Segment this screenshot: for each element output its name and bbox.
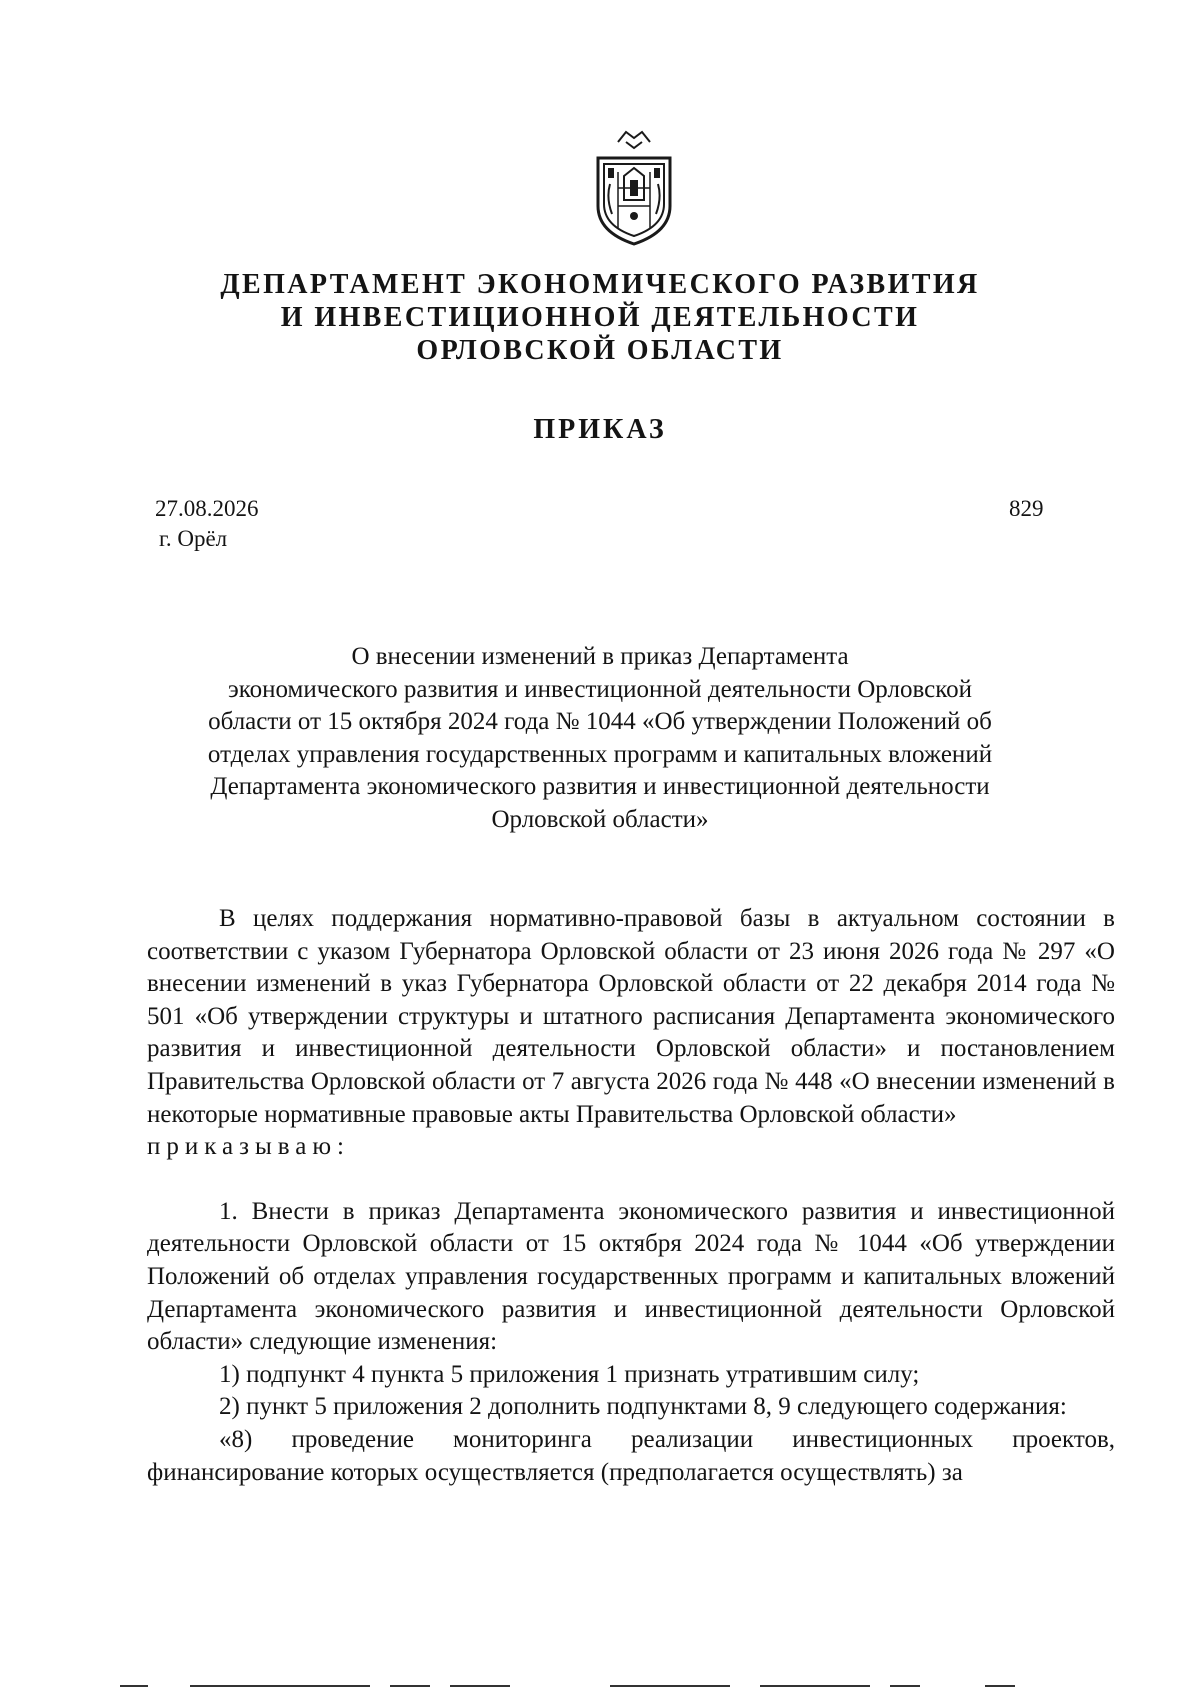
coat-of-arms-emblem [588,128,680,248]
document-date: 27.08.2026 [155,496,259,521]
scan-artifact-line [190,1685,370,1687]
document-type-title: ПРИКАЗ [533,414,667,445]
subject-line: экономического развития и инвестиционной деятельности Орловской [228,675,972,703]
department-name [0,268,1200,367]
order-word-text: приказываю: [147,1133,350,1161]
scan-artifact-line [450,1685,510,1687]
subject-line: Орловской области» [491,805,709,833]
orel-coat-of-arms-icon [588,128,680,248]
scan-artifact-line [890,1685,920,1687]
document-number: 829 [1009,496,1044,521]
subject-line: О внесении изменений в приказ Департамента [351,643,849,670]
subitem-1-paragraph: 1) подпункт 4 пункта 5 приложения 1 признать утратившим силу; [219,1360,920,1388]
scan-artifact-line [390,1685,430,1687]
subject-line: области от 15 октября 2024 года № 1044 «Об утверждении Положений об [208,708,992,736]
document-subject [140,641,1060,837]
order-word [147,1131,1115,1164]
item-1-paragraph: 1. Внести в приказ Департамента экономического развития и инвестиционной деятельности Орловской области от 15 октября 2024 года № 1044 «Об утверждении Положений об отделах управления государственных программ и капитальных вложений Департамента экономического развития и инвестиционной деятельности Орловской области» следующие изменения: [147,1197,1115,1356]
subitem-2-paragraph: 2) пункт 5 приложения 2 дополнить подпунктами 8, 9 следующего содержания: [219,1393,1067,1421]
document-city: г. Орёл [159,526,228,551]
subject-line: Департамента экономического развития и инвестиционной деятельности [210,773,990,801]
department-name-line: ОРЛОВСКОЙ ОБЛАСТИ [416,335,784,366]
quote-8-paragraph: «8) проведение мониторинга реализации инвестиционных проектов, финансирование которых осуществляется (предполагается осуществлять) за [147,1425,1115,1486]
subject-line: отделах управления государственных программ и капитальных вложений [207,740,993,768]
scan-artifact-line [610,1685,730,1687]
department-name-line: ДЕПАРТАМЕНТ ЭКОНОМИЧЕСКОГО РАЗВИТИЯ [220,269,980,300]
scan-artifact-line [120,1685,148,1687]
scan-artifact-line [985,1685,1015,1687]
scan-artifact-line [760,1685,870,1687]
document-body [147,903,1115,1489]
department-name-line: И ИНВЕСТИЦИОННОЙ ДЕЯТЕЛЬНОСТИ [280,302,920,333]
preamble-paragraph: В целях поддержания нормативно-правовой базы в актуальном состоянии в соответствии с указом Губернатора Орловской области от 23 июня 2026 года № 297 «О внесении изменений в указ Губернатора Орловской области от 22 декабря 2014 года № 501 «Об утверждении структуры и штатного расписания Департамента экономического развития и инвестиционной деятельности Орловской области» и постановлением Правительства Орловской области от 7 августа 2026 года № 448 «О внесении изменений в некоторые нормативные правовые акты Правительства Орловской области» [147,905,1115,1128]
